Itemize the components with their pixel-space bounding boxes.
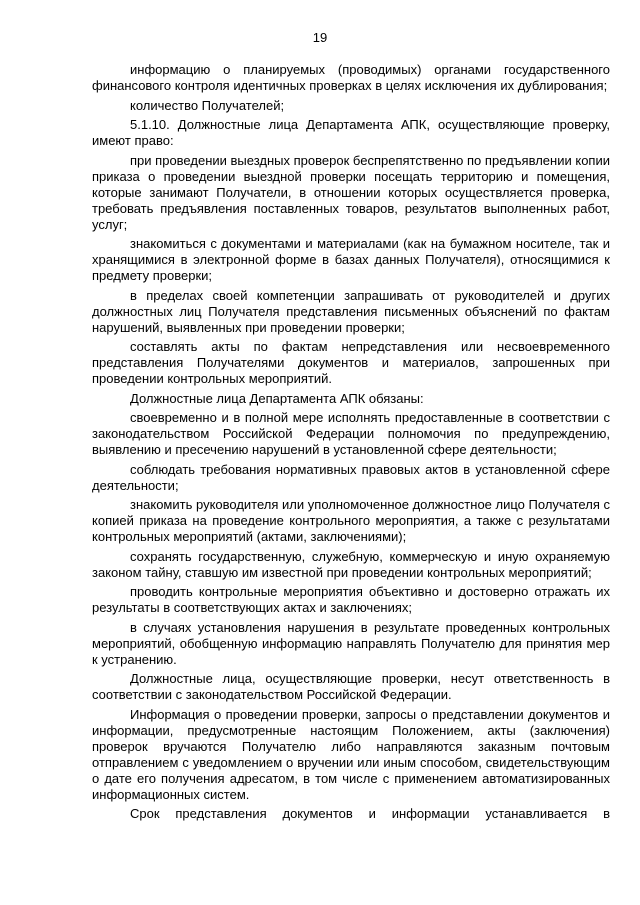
paragraph-14: в случаях установления нарушения в результате проведенных контрольных мероприятий, обобщенную информацию направлять Получателю для принятия мер к устранению. bbox=[92, 619, 610, 667]
paragraph-8: Должностные лица Департамента АПК обязаны: bbox=[130, 390, 424, 406]
paragraph-9: своевременно и в полной мере исполнять предоставленные в соответствии с законодательством Российской Федерации полномочия по предупреждению, выявлению и пресечению нарушений в установленной сфере деятельности; bbox=[92, 410, 610, 457]
paragraph-7: составлять акты по фактам непредставления или несвоевременного представления Получателями документов и материалов, запрошенных при проведении контрольных мероприятий. bbox=[92, 339, 610, 386]
paragraph-16: Информация о проведении проверки, запросы о представлении документов и информации, предусмотренные настоящим Положением, акты (заключения) проверок вручаются Получателю либо направляются заказным почтовым отправлением с уведомлением о вручении или иным способом, свидетельствующим о дате его получения адресатом, в том числе с применением автоматизированных информационных систем. bbox=[92, 706, 610, 802]
paragraph-13: проводить контрольные мероприятия объективно и достоверно отражать их результаты в соответствующих актах и заключениях; bbox=[92, 584, 610, 615]
page-number: 19 bbox=[312, 30, 328, 45]
paragraph-5: знакомиться с документами и материалами (как на бумажном носителе, так и хранящимися в электронной форме в базах данных Получателя), относящимися к предмету проверки; bbox=[92, 236, 610, 283]
paragraph-1: информацию о планируемых (проводимых) органами государственного финансового контроля идентичных проверках в целях исключения их дублирования; bbox=[92, 62, 610, 93]
paragraph-15: Должностные лица, осуществляющие проверки, несут ответственность в соответствии с законодательством Российской Федерации. bbox=[92, 671, 610, 702]
paragraph-10: соблюдать требования нормативных правовых актов в установленной сфере деятельности; bbox=[92, 461, 610, 493]
paragraph-12: сохранять государственную, служебную, коммерческую и иную охраняемую законом тайну, ставшую им известной при проведении контрольных мероприятий; bbox=[92, 548, 610, 580]
paragraph-17: Срок представления документов и информации устанавливается в bbox=[130, 806, 610, 821]
paragraph-11: знакомить руководителя или уполномоченное должностное лицо Получателя с копией приказа на проведение контрольного мероприятия, а также с результатами контрольных мероприятий (актами, заключениями); bbox=[92, 497, 610, 544]
paragraph-3: 5.1.10. Должностные лица Департамента АПК, осуществляющие проверку, имеют право: bbox=[92, 117, 610, 148]
body-text bbox=[92, 62, 610, 826]
paragraph-4: при проведении выездных проверок беспрепятственно по предъявлении копии приказа о проведении выездной проверки посещать территорию и помещения, которые занимают Получатели, в отношении которых осуществляется проверка, требовать предъявления поставленных товаров, результатов выполненных работ, услуг; bbox=[92, 152, 610, 232]
paragraph-6: в пределах своей компетенции запрашивать от руководителей и других должностных лиц Получателя представления письменных объяснений по фактам нарушений, выявленных при проведении проверки; bbox=[92, 287, 610, 335]
paragraph-2: количество Получателей; bbox=[130, 97, 285, 113]
